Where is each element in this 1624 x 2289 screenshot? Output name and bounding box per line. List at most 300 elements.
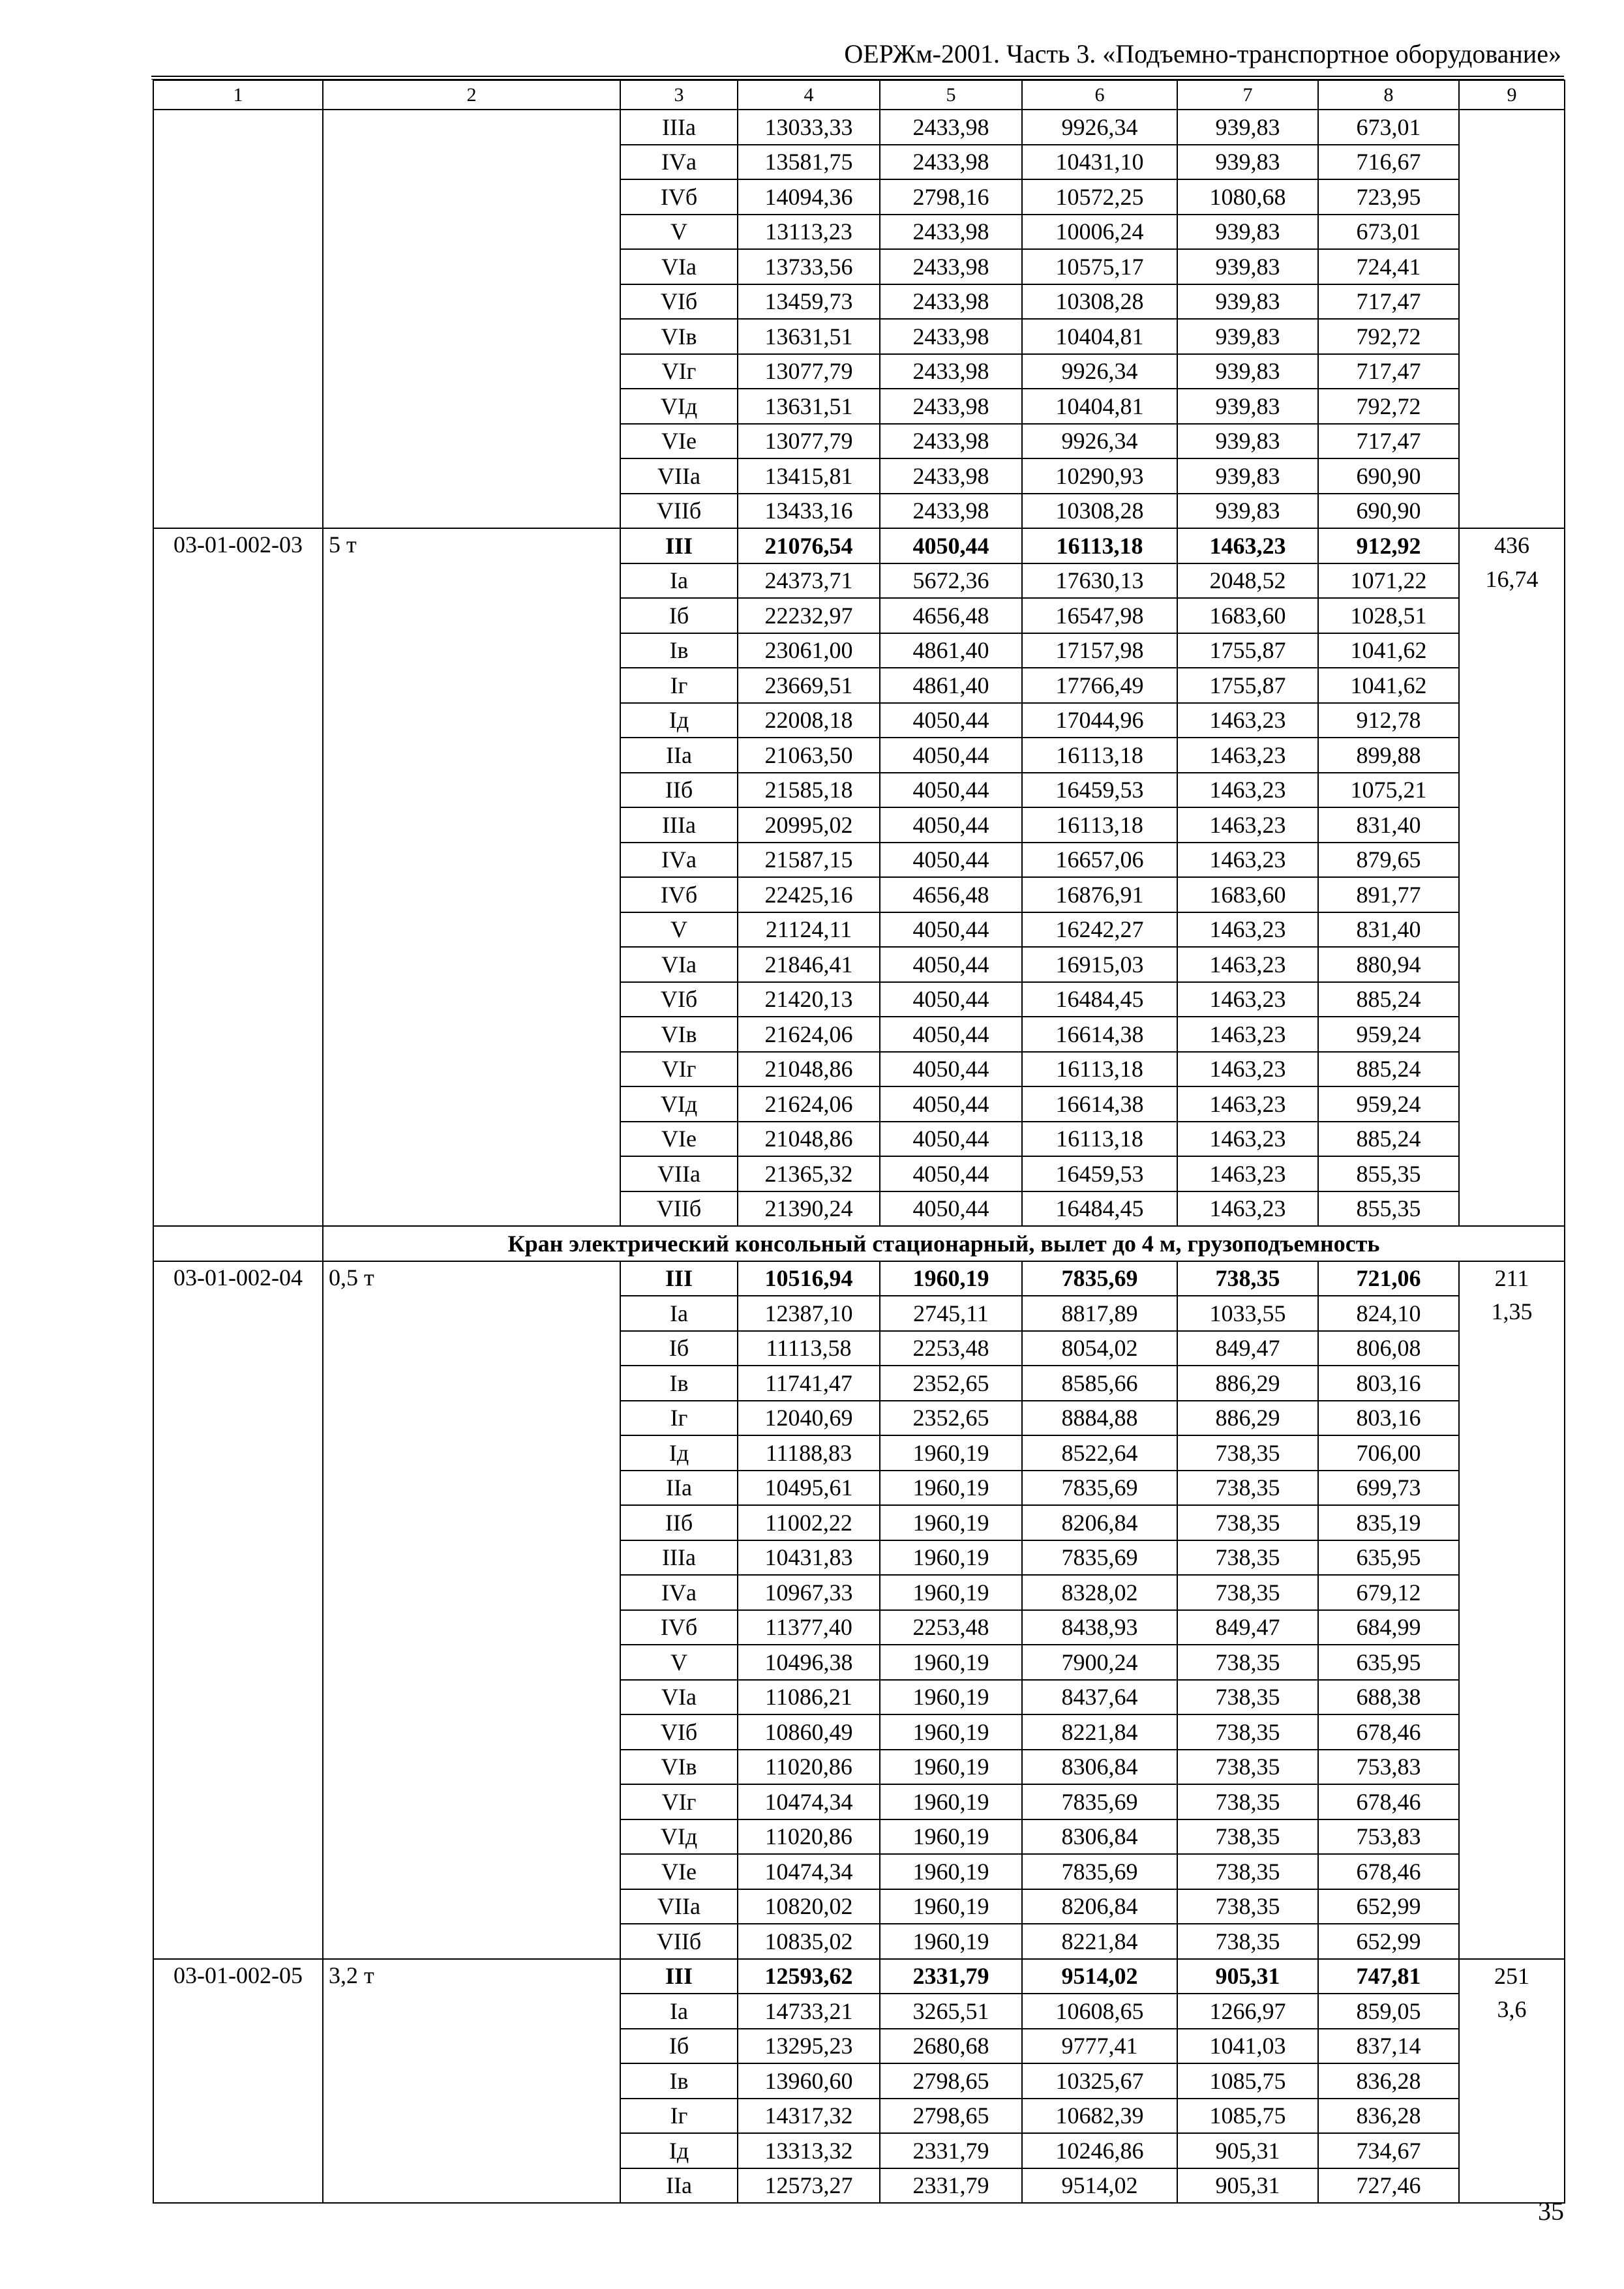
price-cell: 2433,98	[880, 249, 1022, 284]
price-cell: 679,12	[1318, 1575, 1459, 1610]
price-cell: 11113,58	[738, 1331, 880, 1366]
price-cell: 7835,69	[1022, 1261, 1177, 1296]
table-row	[153, 1959, 1565, 1994]
column-number: 9	[1459, 80, 1565, 110]
price-cell: 1960,19	[880, 1435, 1022, 1471]
price-cell: 849,47	[1177, 1610, 1318, 1645]
price-cell: 738,35	[1177, 1784, 1318, 1819]
zone-code: VIд	[620, 1086, 738, 1122]
price-cell: 8328,02	[1022, 1575, 1177, 1610]
price-cell: 21076,54	[738, 528, 880, 563]
column-number: 5	[880, 80, 1022, 110]
zone-code: VIIа	[620, 458, 738, 494]
price-cell: 2433,98	[880, 319, 1022, 354]
price-cell: 4050,44	[880, 1052, 1022, 1087]
price-cell: 17630,13	[1022, 563, 1177, 599]
zone-code: IIIа	[620, 807, 738, 843]
price-cell: 738,35	[1177, 1540, 1318, 1576]
price-cell: 939,83	[1177, 284, 1318, 320]
price-cell: 1085,75	[1177, 2063, 1318, 2099]
price-cell: 738,35	[1177, 1575, 1318, 1610]
zone-code: IVб	[620, 179, 738, 215]
column-number: 4	[738, 80, 880, 110]
price-cell: 738,35	[1177, 1680, 1318, 1715]
zone-code: Iг	[620, 668, 738, 703]
price-cell: 1960,19	[880, 1471, 1022, 1506]
price-cell: 1463,23	[1177, 1191, 1318, 1227]
price-cell: 2798,16	[880, 179, 1022, 215]
price-cell: 21585,18	[738, 773, 880, 808]
price-cell: 16113,18	[1022, 807, 1177, 843]
price-cell: 10682,39	[1022, 2099, 1177, 2134]
zone-code: VIг	[620, 1052, 738, 1087]
price-cell: 1960,19	[880, 1750, 1022, 1785]
price-cell: 4050,44	[880, 1086, 1022, 1122]
price-cell: 1960,19	[880, 1784, 1022, 1819]
price-cell: 11002,22	[738, 1505, 880, 1540]
price-cell: 747,81	[1318, 1959, 1459, 1994]
price-cell: 1463,23	[1177, 947, 1318, 982]
price-cell: 859,05	[1318, 1994, 1459, 2029]
price-cell: 10495,61	[738, 1471, 880, 1506]
price-cell: 1755,87	[1177, 633, 1318, 668]
price-cell: 4050,44	[880, 843, 1022, 878]
price-cell: 16614,38	[1022, 1086, 1177, 1122]
price-cell: 21063,50	[738, 738, 880, 773]
price-cell: 1075,21	[1318, 773, 1459, 808]
zone-code: VIв	[620, 319, 738, 354]
zone-code: VIв	[620, 1017, 738, 1052]
price-cell: 688,38	[1318, 1680, 1459, 1715]
document-title: ОЕРЖм-2001. Часть 3. «Подъемно-транспортное оборудование»	[844, 39, 1561, 68]
price-cell: 2798,65	[880, 2063, 1022, 2099]
price-cell: 8221,84	[1022, 1714, 1177, 1750]
price-cell: 5672,36	[880, 563, 1022, 599]
zone-code: VIIб	[620, 494, 738, 529]
price-cell: 2352,65	[880, 1401, 1022, 1436]
price-cell: 1463,23	[1177, 703, 1318, 738]
price-cell: 717,47	[1318, 284, 1459, 320]
col9-value: 16,74	[1485, 565, 1539, 592]
table-body	[153, 80, 1565, 2203]
price-cell: 690,90	[1318, 494, 1459, 529]
zone-code: Iд	[620, 703, 738, 738]
col9-value: 436	[1494, 532, 1529, 558]
price-cell: 21587,15	[738, 843, 880, 878]
price-cell: 8884,88	[1022, 1401, 1177, 1436]
price-cell: 9926,34	[1022, 354, 1177, 389]
price-cell: 690,90	[1318, 458, 1459, 494]
price-cell: 4656,48	[880, 598, 1022, 633]
item-name: 3,2 т	[323, 1959, 620, 2204]
price-cell: 717,47	[1318, 424, 1459, 459]
column-number: 7	[1177, 80, 1318, 110]
price-cell: 24373,71	[738, 563, 880, 599]
price-cell: 7835,69	[1022, 1784, 1177, 1819]
price-cell: 1463,23	[1177, 738, 1318, 773]
table-row	[153, 1261, 1565, 1296]
column-number: 8	[1318, 80, 1459, 110]
price-cell: 8585,66	[1022, 1366, 1177, 1401]
price-cell: 738,35	[1177, 1750, 1318, 1785]
price-cell: 684,99	[1318, 1610, 1459, 1645]
price-cell: 14317,32	[738, 2099, 880, 2134]
price-cell: 16614,38	[1022, 1017, 1177, 1052]
table-row	[153, 110, 1565, 145]
zone-code: VIб	[620, 1714, 738, 1750]
zone-code: IVб	[620, 1610, 738, 1645]
price-cell: 4050,44	[880, 738, 1022, 773]
price-cell: 1085,75	[1177, 2099, 1318, 2134]
zone-code: III	[620, 1959, 738, 1994]
price-cell: 21624,06	[738, 1086, 880, 1122]
item-code: 03-01-002-05	[153, 1959, 323, 2204]
price-cell: 4050,44	[880, 912, 1022, 948]
price-cell: 2433,98	[880, 145, 1022, 180]
price-cell: 16484,45	[1022, 982, 1177, 1017]
zone-code: VIе	[620, 1854, 738, 1889]
price-cell: 939,83	[1177, 389, 1318, 424]
zone-code: IVа	[620, 1575, 738, 1610]
price-cell: 673,01	[1318, 215, 1459, 250]
price-cell: 1071,22	[1318, 563, 1459, 599]
price-cell: 2798,65	[880, 2099, 1022, 2134]
price-cell: 1463,23	[1177, 528, 1318, 563]
price-cell: 1463,23	[1177, 843, 1318, 878]
price-cell: 11741,47	[738, 1366, 880, 1401]
price-cell: 1960,19	[880, 1575, 1022, 1610]
price-cell: 2352,65	[880, 1366, 1022, 1401]
price-cell: 1463,23	[1177, 912, 1318, 948]
price-cell: 12387,10	[738, 1296, 880, 1331]
price-cell: 7835,69	[1022, 1854, 1177, 1889]
zone-code: VIб	[620, 982, 738, 1017]
zone-code: Iг	[620, 2099, 738, 2134]
price-cell: 16113,18	[1022, 738, 1177, 773]
zone-code: IIб	[620, 773, 738, 808]
price-cell: 2433,98	[880, 110, 1022, 145]
price-cell: 10308,28	[1022, 284, 1177, 320]
price-cell: 734,67	[1318, 2133, 1459, 2168]
zone-code: III	[620, 1261, 738, 1296]
price-cell: 939,83	[1177, 319, 1318, 354]
price-cell: 803,16	[1318, 1401, 1459, 1436]
price-cell: 706,00	[1318, 1435, 1459, 1471]
price-cell: 905,31	[1177, 2168, 1318, 2204]
price-cell: 1463,23	[1177, 773, 1318, 808]
price-cell: 699,73	[1318, 1471, 1459, 1506]
item-name: 0,5 т	[323, 1261, 620, 1959]
price-cell: 738,35	[1177, 1889, 1318, 1924]
col9-cell	[1459, 1959, 1565, 2204]
zone-code: Iг	[620, 1401, 738, 1436]
price-cell: 16915,03	[1022, 947, 1177, 982]
price-cell: 886,29	[1177, 1366, 1318, 1401]
price-cell: 4050,44	[880, 1191, 1022, 1227]
price-cell: 1463,23	[1177, 807, 1318, 843]
price-cell: 724,41	[1318, 249, 1459, 284]
price-cell: 792,72	[1318, 319, 1459, 354]
zone-code: Iа	[620, 1994, 738, 2029]
price-cell: 880,94	[1318, 947, 1459, 982]
price-cell: 836,28	[1318, 2099, 1459, 2134]
price-cell: 16876,91	[1022, 877, 1177, 912]
zone-code: VIа	[620, 1680, 738, 1715]
price-cell: 16242,27	[1022, 912, 1177, 948]
price-cell: 4050,44	[880, 773, 1022, 808]
zone-code: VIг	[620, 1784, 738, 1819]
zone-code: IVа	[620, 843, 738, 878]
price-cell: 1683,60	[1177, 598, 1318, 633]
price-cell: 1463,23	[1177, 982, 1318, 1017]
price-cell: 4656,48	[880, 877, 1022, 912]
price-cell: 738,35	[1177, 1261, 1318, 1296]
price-cell: 4861,40	[880, 668, 1022, 703]
price-cell: 8221,84	[1022, 1924, 1177, 1959]
col9-cell	[1459, 1261, 1565, 1959]
price-cell: 2433,98	[880, 284, 1022, 320]
price-cell: 1266,97	[1177, 1994, 1318, 2029]
price-cell: 10608,65	[1022, 1994, 1177, 2029]
price-cell: 912,78	[1318, 703, 1459, 738]
zone-code: VIIб	[620, 1924, 738, 1959]
zone-code: IIа	[620, 2168, 738, 2204]
zone-code: V	[620, 1645, 738, 1680]
price-cell: 2680,68	[880, 2029, 1022, 2064]
price-cell: 22008,18	[738, 703, 880, 738]
zone-code: VIд	[620, 389, 738, 424]
price-cell: 959,24	[1318, 1086, 1459, 1122]
section-heading: Кран электрический консольный стационарный, вылет до 4 м, грузоподъемность	[323, 1226, 1565, 1261]
price-cell: 11377,40	[738, 1610, 880, 1645]
price-cell: 8306,84	[1022, 1750, 1177, 1785]
price-cell: 2331,79	[880, 2133, 1022, 2168]
zone-code: IIа	[620, 1471, 738, 1506]
price-cell: 10496,38	[738, 1645, 880, 1680]
price-cell: 13295,23	[738, 2029, 880, 2064]
price-cell: 13631,51	[738, 319, 880, 354]
price-cell: 716,67	[1318, 145, 1459, 180]
price-cell: 10308,28	[1022, 494, 1177, 529]
price-cell: 21420,13	[738, 982, 880, 1017]
price-cell: 9514,02	[1022, 2168, 1177, 2204]
price-cell: 1463,23	[1177, 1086, 1318, 1122]
price-cell: 21390,24	[738, 1191, 880, 1227]
price-cell: 11086,21	[738, 1680, 880, 1715]
price-cell: 673,01	[1318, 110, 1459, 145]
price-cell: 885,24	[1318, 1122, 1459, 1157]
price-cell: 2433,98	[880, 494, 1022, 529]
zone-code: Iд	[620, 2133, 738, 2168]
price-cell: 17766,49	[1022, 668, 1177, 703]
price-cell: 10835,02	[738, 1924, 880, 1959]
price-cell: 835,19	[1318, 1505, 1459, 1540]
price-cell: 792,72	[1318, 389, 1459, 424]
price-cell: 1463,23	[1177, 1052, 1318, 1087]
price-cell: 4050,44	[880, 1017, 1022, 1052]
price-cell: 1080,68	[1177, 179, 1318, 215]
price-cell: 20995,02	[738, 807, 880, 843]
price-cell: 10325,67	[1022, 2063, 1177, 2099]
zone-code: Iа	[620, 1296, 738, 1331]
price-cell: 738,35	[1177, 1471, 1318, 1506]
price-cell: 10572,25	[1022, 179, 1177, 215]
zone-code: VIд	[620, 1819, 738, 1855]
col9-value: 3,6	[1497, 1996, 1527, 2022]
column-number: 6	[1022, 80, 1177, 110]
price-cell: 8438,93	[1022, 1610, 1177, 1645]
price-cell: 678,46	[1318, 1714, 1459, 1750]
price-cell: 21124,11	[738, 912, 880, 948]
price-cell: 831,40	[1318, 912, 1459, 948]
price-cell: 13433,16	[738, 494, 880, 529]
zone-code: IIIа	[620, 1540, 738, 1576]
price-cell: 4050,44	[880, 807, 1022, 843]
price-cell: 905,31	[1177, 2133, 1318, 2168]
price-cell: 13733,56	[738, 249, 880, 284]
price-cell: 723,95	[1318, 179, 1459, 215]
price-cell: 7900,24	[1022, 1645, 1177, 1680]
col9-value: 251	[1494, 1962, 1529, 1989]
column-number: 2	[323, 80, 620, 110]
zone-code: III	[620, 528, 738, 563]
price-cell: 738,35	[1177, 1854, 1318, 1889]
price-cell: 21846,41	[738, 947, 880, 982]
price-cell: 13113,23	[738, 215, 880, 250]
zone-code: VIIб	[620, 1191, 738, 1227]
zone-code: VIе	[620, 424, 738, 459]
price-cell: 10290,93	[1022, 458, 1177, 494]
zone-code: Iб	[620, 1331, 738, 1366]
col9-value: 211	[1494, 1264, 1529, 1291]
price-cell: 4050,44	[880, 947, 1022, 982]
price-cell: 9514,02	[1022, 1959, 1177, 1994]
price-cell: 2253,48	[880, 1610, 1022, 1645]
price-cell: 939,83	[1177, 494, 1318, 529]
price-cell: 738,35	[1177, 1645, 1318, 1680]
price-cell: 1960,19	[880, 1889, 1022, 1924]
price-cell: 885,24	[1318, 1052, 1459, 1087]
price-cell: 885,24	[1318, 982, 1459, 1017]
price-cell: 4050,44	[880, 982, 1022, 1017]
item-code: 03-01-002-03	[153, 528, 323, 1226]
price-cell: 738,35	[1177, 1505, 1318, 1540]
price-cell: 4861,40	[880, 633, 1022, 668]
zone-code: IVа	[620, 145, 738, 180]
price-cell: 753,83	[1318, 1819, 1459, 1855]
price-cell: 22232,97	[738, 598, 880, 633]
price-cell: 16547,98	[1022, 598, 1177, 633]
price-cell: 13415,81	[738, 458, 880, 494]
price-cell: 635,95	[1318, 1540, 1459, 1576]
price-cell: 2433,98	[880, 389, 1022, 424]
price-cell: 16459,53	[1022, 773, 1177, 808]
price-cell: 10860,49	[738, 1714, 880, 1750]
price-cell: 7835,69	[1022, 1540, 1177, 1576]
price-cell: 10474,34	[738, 1784, 880, 1819]
price-cell: 1755,87	[1177, 668, 1318, 703]
price-cell: 959,24	[1318, 1017, 1459, 1052]
price-cell: 8437,64	[1022, 1680, 1177, 1715]
price-cell: 13077,79	[738, 424, 880, 459]
zone-code: VIв	[620, 1750, 738, 1785]
price-cell: 738,35	[1177, 1924, 1318, 1959]
price-cell: 1960,19	[880, 1924, 1022, 1959]
price-cell: 10431,10	[1022, 145, 1177, 180]
price-cell: 8306,84	[1022, 1819, 1177, 1855]
price-cell: 7835,69	[1022, 1471, 1177, 1506]
price-cell: 11020,86	[738, 1750, 880, 1785]
price-cell: 2253,48	[880, 1331, 1022, 1366]
price-cell: 23669,51	[738, 668, 880, 703]
price-cell: 10404,81	[1022, 319, 1177, 354]
price-cell: 10967,33	[738, 1575, 880, 1610]
price-cell: 1033,55	[1177, 1296, 1318, 1331]
price-cell: 17044,96	[1022, 703, 1177, 738]
price-cell: 1960,19	[880, 1819, 1022, 1855]
price-cell: 9926,34	[1022, 110, 1177, 145]
price-cell: 12573,27	[738, 2168, 880, 2204]
price-cell: 16484,45	[1022, 1191, 1177, 1227]
price-cell: 899,88	[1318, 738, 1459, 773]
price-cell: 939,83	[1177, 110, 1318, 145]
price-cell: 21624,06	[738, 1017, 880, 1052]
zone-code: VIб	[620, 284, 738, 320]
zone-code: Iб	[620, 598, 738, 633]
price-cell: 8817,89	[1022, 1296, 1177, 1331]
price-cell: 738,35	[1177, 1819, 1318, 1855]
price-cell: 939,83	[1177, 458, 1318, 494]
price-cell: 8206,84	[1022, 1505, 1177, 1540]
price-cell: 1960,19	[880, 1680, 1022, 1715]
price-cell: 1960,19	[880, 1645, 1022, 1680]
price-cell: 23061,00	[738, 633, 880, 668]
price-cell: 1041,03	[1177, 2029, 1318, 2064]
price-cell: 4050,44	[880, 703, 1022, 738]
zone-code: Iв	[620, 633, 738, 668]
price-cell: 1960,19	[880, 1261, 1022, 1296]
zone-code: Iб	[620, 2029, 738, 2064]
price-cell: 2048,52	[1177, 563, 1318, 599]
price-cell: 2433,98	[880, 424, 1022, 459]
price-cell: 10575,17	[1022, 249, 1177, 284]
price-cell: 8206,84	[1022, 1889, 1177, 1924]
price-cell: 13033,33	[738, 110, 880, 145]
price-cell: 727,46	[1318, 2168, 1459, 2204]
zone-code: VIг	[620, 354, 738, 389]
price-cell: 13581,75	[738, 145, 880, 180]
price-cell: 652,99	[1318, 1924, 1459, 1959]
price-cell: 891,77	[1318, 877, 1459, 912]
table-row	[153, 528, 1565, 563]
column-numbers-row	[153, 80, 1565, 110]
price-cell: 678,46	[1318, 1854, 1459, 1889]
zone-code: Iа	[620, 563, 738, 599]
price-cell: 1463,23	[1177, 1156, 1318, 1191]
price-cell: 2433,98	[880, 215, 1022, 250]
zone-code: IIIа	[620, 110, 738, 145]
price-cell: 635,95	[1318, 1645, 1459, 1680]
price-cell: 4050,44	[880, 1122, 1022, 1157]
price-cell: 1960,19	[880, 1714, 1022, 1750]
price-cell: 2331,79	[880, 1959, 1022, 1994]
price-cell: 21048,86	[738, 1052, 880, 1087]
price-cell: 4050,44	[880, 528, 1022, 563]
price-cell: 831,40	[1318, 807, 1459, 843]
price-cell: 16113,18	[1022, 528, 1177, 563]
price-cell: 4050,44	[880, 1156, 1022, 1191]
price-cell: 13459,73	[738, 284, 880, 320]
